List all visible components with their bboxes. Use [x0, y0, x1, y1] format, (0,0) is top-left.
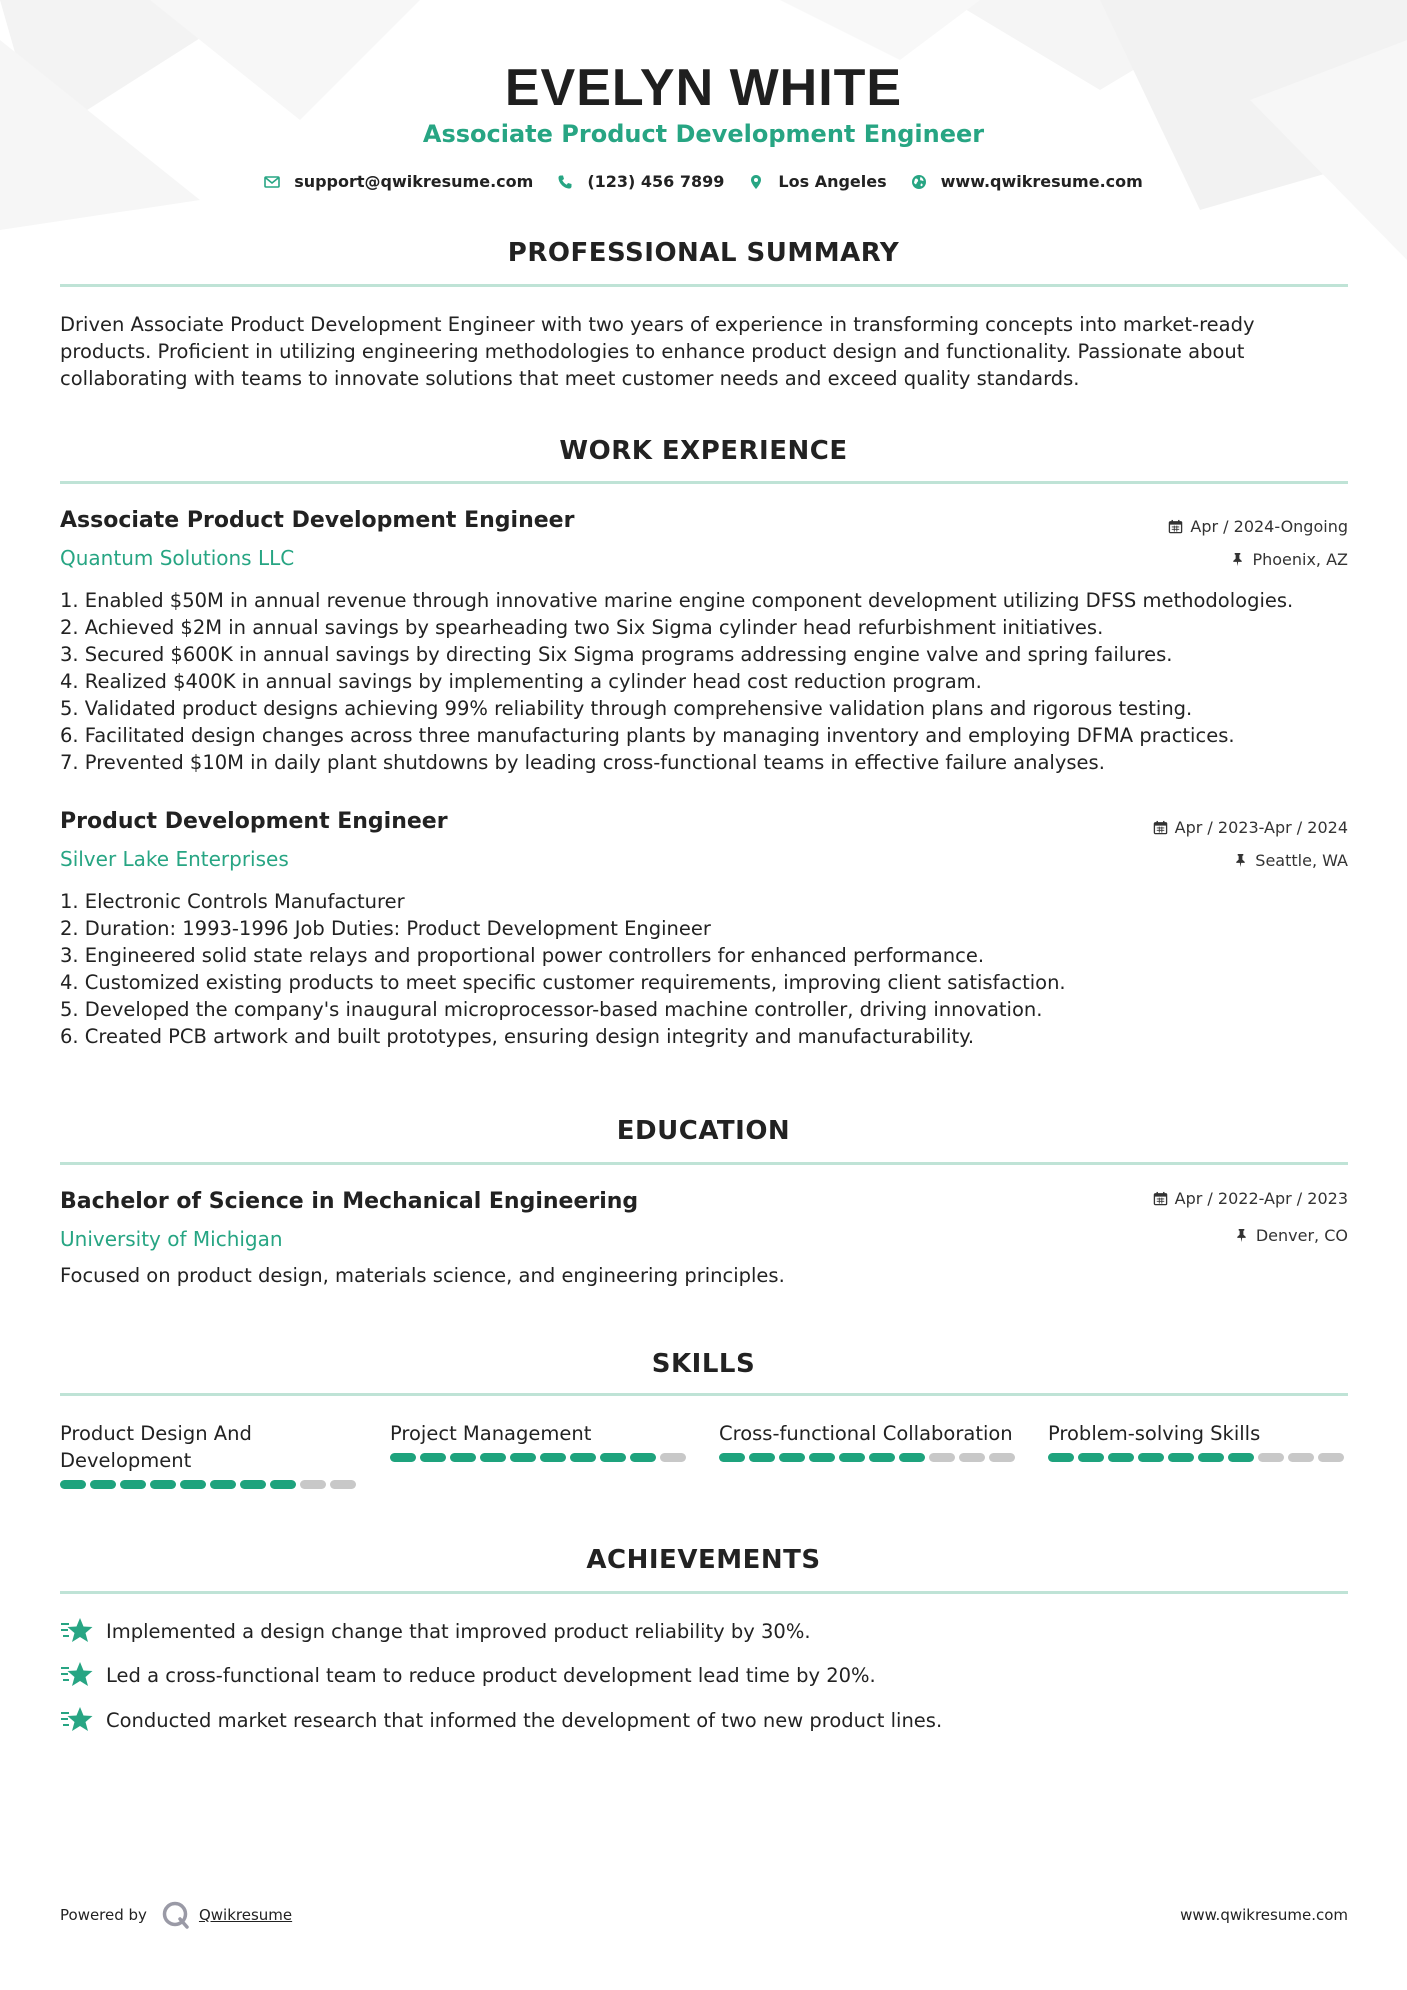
degree-title: Bachelor of Science in Mechanical Engineering — [60, 1189, 639, 1214]
skill-segment-filled — [240, 1480, 266, 1489]
education-dates-text: Apr / 2022-Apr / 2023 — [1174, 1189, 1348, 1208]
skill-segment-filled — [1138, 1453, 1164, 1462]
skill-segment-empty — [989, 1453, 1015, 1462]
skill-segment-filled — [1228, 1453, 1254, 1462]
calendar-icon — [1153, 1191, 1168, 1206]
skill-name: Project Management — [390, 1422, 592, 1445]
powered-by-label: Powered by — [60, 1906, 147, 1924]
phone-icon — [557, 174, 573, 190]
candidate-name: EVELYN WHITE — [504, 59, 903, 117]
skill-segment-filled — [809, 1453, 835, 1462]
skill-item — [1048, 1420, 1348, 1462]
job-bullets — [60, 888, 1360, 1050]
list-item: 4. Customized existing products to meet specific customer requirements, improving client satisfaction. — [60, 971, 1066, 994]
list-item: 6. Created PCB artwork and built prototypes, ensuring design integrity and manufacturability. — [60, 1025, 975, 1048]
list-item: 3. Secured $600K in annual savings by directing Six Sigma programs addressing engine valve and spring failures. — [60, 643, 1173, 666]
education-description: Focused on product design, materials science, and engineering principles. — [60, 1264, 785, 1287]
skill-segment-filled — [150, 1480, 176, 1489]
education-heading: EDUCATION — [616, 1116, 791, 1146]
list-item: 5. Developed the company's inaugural microprocessor-based machine controller, driving innovation. — [60, 998, 1043, 1021]
education-location-text: Denver, CO — [1255, 1226, 1348, 1245]
job-dates — [1153, 818, 1348, 837]
pushpin-icon — [1230, 552, 1245, 567]
achievement-text: Conducted market research that informed the development of two new product lines. — [106, 1708, 943, 1732]
list-item: 1. Electronic Controls Manufacturer — [60, 890, 405, 913]
skill-item — [719, 1420, 1019, 1462]
school-name: University of Michigan — [60, 1227, 283, 1251]
email-text: support@qwikresume.com — [294, 172, 534, 191]
education-location — [1234, 1226, 1348, 1245]
skill-level-bar — [1048, 1453, 1348, 1462]
qwikresume-logo-icon — [161, 1900, 191, 1930]
skill-segment-filled — [779, 1453, 805, 1462]
skill-name: Product Design And Development — [60, 1422, 252, 1472]
skill-segment-filled — [630, 1453, 656, 1462]
globe-icon — [911, 174, 927, 190]
job-location-text: Phoenix, AZ — [1252, 550, 1348, 569]
skill-segment-filled — [540, 1453, 566, 1462]
qwikresume-link[interactable]: Qwikresume — [198, 1906, 293, 1924]
skill-segment-empty — [1258, 1453, 1284, 1462]
education-divider — [60, 1162, 1348, 1165]
job-dates — [1168, 517, 1348, 536]
company-name: Silver Lake Enterprises — [60, 847, 289, 871]
calendar-icon — [1168, 519, 1183, 534]
summary-text: Driven Associate Product Development Engineer with two years of experience in transforming concepts into market-ready products. Proficient in utilizing engineering methodologies to enhance product design and functionality. Passionate about collaborating with teams to innovate solutions that meet customer needs and exceed quality standards. — [60, 313, 1255, 390]
contact-website[interactable] — [911, 172, 1143, 191]
contact-info — [0, 172, 1407, 191]
skill-segment-empty — [929, 1453, 955, 1462]
envelope-icon — [264, 174, 280, 190]
skill-item — [390, 1420, 690, 1462]
skills-divider — [60, 1393, 1348, 1396]
skill-segment-filled — [899, 1453, 925, 1462]
pushpin-icon — [1233, 853, 1248, 868]
achievement-text: Implemented a design change that improved product reliability by 30%. — [106, 1619, 811, 1643]
list-item: 3. Engineered solid state relays and proportional power controllers for enhanced performance. — [60, 944, 985, 967]
skill-level-bar — [60, 1480, 360, 1489]
job-location-text: Seattle, WA — [1255, 851, 1348, 870]
skill-segment-filled — [60, 1480, 86, 1489]
star-icon — [60, 1705, 94, 1735]
job-dates-text: Apr / 2024-Ongoing — [1190, 517, 1348, 536]
skill-segment-filled — [1168, 1453, 1194, 1462]
skill-segment-filled — [480, 1453, 506, 1462]
skill-segment-filled — [719, 1453, 745, 1462]
skills-heading: SKILLS — [651, 1349, 756, 1379]
achievement-item — [60, 1660, 876, 1690]
list-item: 2. Achieved $2M in annual savings by spearheading two Six Sigma cylinder head refurbishment initiatives. — [60, 616, 1104, 639]
skill-segment-empty — [959, 1453, 985, 1462]
list-item: 2. Duration: 1993-1996 Job Duties: Product Development Engineer — [60, 917, 711, 940]
location-text: Los Angeles — [778, 172, 887, 191]
skill-segment-filled — [450, 1453, 476, 1462]
skill-segment-filled — [120, 1480, 146, 1489]
job-location — [1233, 851, 1348, 870]
job-title: Associate Product Development Engineer — [60, 508, 575, 533]
skill-segment-empty — [1318, 1453, 1344, 1462]
phone-text: (123) 456 7899 — [587, 172, 725, 191]
list-item: 7. Prevented $10M in daily plant shutdowns by leading cross-functional teams in effective failure analyses. — [60, 751, 1105, 774]
footer-powered-by — [60, 1900, 292, 1930]
job-location — [1230, 550, 1348, 569]
contact-phone[interactable] — [557, 172, 724, 191]
skill-item — [60, 1420, 360, 1489]
achievements-heading: ACHIEVEMENTS — [586, 1545, 821, 1575]
skill-segment-filled — [1048, 1453, 1074, 1462]
job-dates-text: Apr / 2023-Apr / 2024 — [1174, 818, 1348, 837]
skill-segment-filled — [90, 1480, 116, 1489]
map-pin-icon — [748, 174, 764, 190]
skill-segment-empty — [330, 1480, 356, 1489]
skill-level-bar — [719, 1453, 1019, 1462]
skill-segment-filled — [270, 1480, 296, 1489]
list-item: 6. Facilitated design changes across three manufacturing plants by managing inventory and employing DFMA practices. — [60, 724, 1235, 747]
skill-segment-filled — [510, 1453, 536, 1462]
achievement-item — [60, 1616, 811, 1646]
list-item: 1. Enabled $50M in annual revenue through innovative marine engine component development utilizing DFSS methodologies. — [60, 589, 1294, 612]
skill-name: Problem-solving Skills — [1048, 1422, 1261, 1445]
summary-divider — [60, 284, 1348, 287]
experience-divider — [60, 481, 1348, 484]
star-icon — [60, 1660, 94, 1690]
skill-segment-filled — [600, 1453, 626, 1462]
list-item: 5. Validated product designs achieving 99% reliability through comprehensive validation plans and rigorous testing. — [60, 697, 1193, 720]
skill-segment-filled — [869, 1453, 895, 1462]
job-bullets — [60, 587, 1360, 776]
pushpin-icon — [1234, 1228, 1249, 1243]
company-name: Quantum Solutions LLC — [60, 546, 295, 570]
contact-location — [748, 172, 886, 191]
achievement-item — [60, 1705, 942, 1735]
skill-segment-filled — [1078, 1453, 1104, 1462]
skill-segment-filled — [210, 1480, 236, 1489]
candidate-role: Associate Product Development Engineer — [422, 120, 985, 148]
website-text: www.qwikresume.com — [940, 172, 1143, 191]
summary-heading: PROFESSIONAL SUMMARY — [507, 238, 900, 268]
skill-segment-filled — [420, 1453, 446, 1462]
skill-segment-empty — [660, 1453, 686, 1462]
job-title: Product Development Engineer — [60, 809, 448, 834]
skill-segment-filled — [390, 1453, 416, 1462]
skill-segment-filled — [839, 1453, 865, 1462]
achievement-text: Led a cross-functional team to reduce product development lead time by 20%. — [106, 1663, 876, 1687]
calendar-icon — [1153, 820, 1168, 835]
skill-level-bar — [390, 1453, 690, 1462]
skill-segment-empty — [1288, 1453, 1314, 1462]
contact-email[interactable] — [264, 172, 533, 191]
list-item: 4. Realized $400K in annual savings by implementing a cylinder head cost reduction program. — [60, 670, 982, 693]
experience-heading: WORK EXPERIENCE — [559, 436, 848, 466]
skill-segment-filled — [180, 1480, 206, 1489]
skill-segment-empty — [300, 1480, 326, 1489]
achievements-divider — [60, 1591, 1348, 1594]
education-dates — [1153, 1189, 1348, 1208]
skill-segment-filled — [749, 1453, 775, 1462]
skill-name: Cross-functional Collaboration — [719, 1422, 1013, 1445]
star-icon — [60, 1616, 94, 1646]
skill-segment-filled — [570, 1453, 596, 1462]
skill-segment-filled — [1198, 1453, 1224, 1462]
footer-website[interactable]: www.qwikresume.com — [1180, 1906, 1348, 1924]
skill-segment-filled — [1108, 1453, 1134, 1462]
